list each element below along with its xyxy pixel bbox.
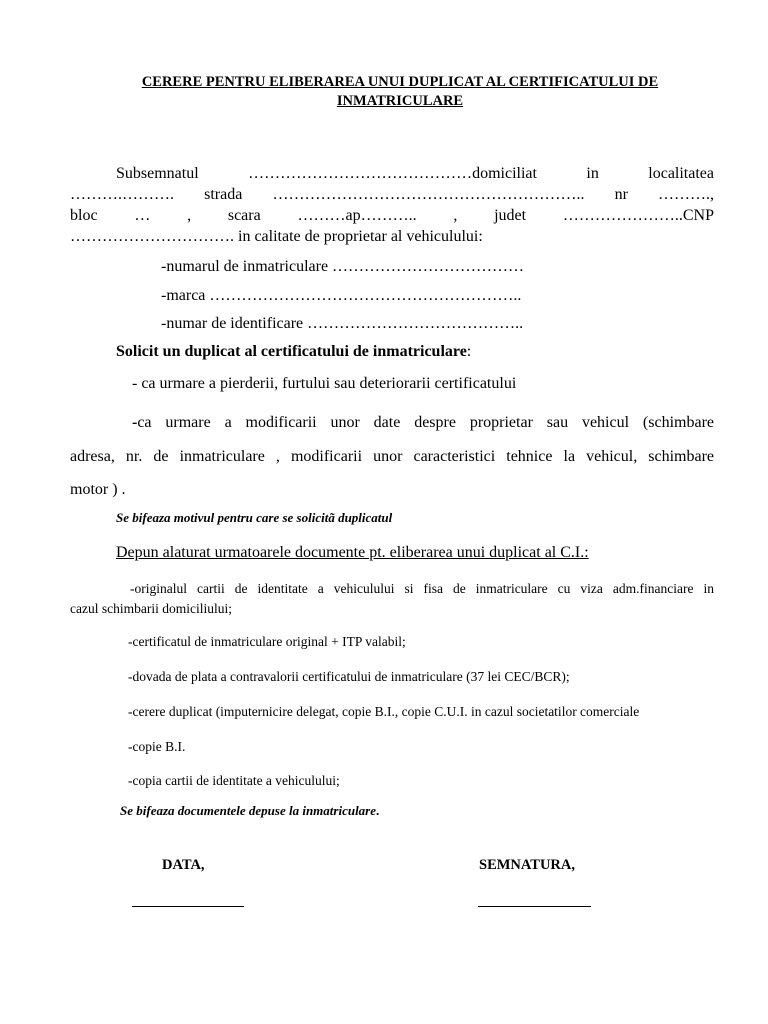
signature-label: SEMNATURA, bbox=[479, 857, 575, 873]
intro-bloc: bloc bbox=[70, 207, 98, 224]
reason-loss-theft-damage: - ca urmare a pierderii, furtului sau deteriorarii certificatului bbox=[132, 375, 517, 392]
document-item-1-line-2: cazul schimbarii domiciliului; bbox=[70, 601, 232, 616]
intro-line-2 bbox=[70, 184, 714, 205]
documents-note bbox=[120, 802, 379, 820]
intro-number-field: ………., bbox=[658, 186, 715, 203]
intro-comma: , bbox=[187, 207, 192, 224]
reason-modification-line-3: motor ) . bbox=[70, 481, 126, 498]
intro-bloc-field: … bbox=[134, 207, 151, 224]
reason-modification-line-1 bbox=[70, 412, 714, 433]
signature-blank-line bbox=[478, 906, 591, 907]
intro-line-1 bbox=[70, 163, 714, 184]
intro-comma-2: , bbox=[453, 207, 458, 224]
document-item-6: -copia cartii de identitate a vehiculului; bbox=[128, 773, 340, 788]
title-line-1: CERERE PENTRU ELIBERAREA UNUI DUPLICAT AL CERTIFICATULUI DE bbox=[141, 74, 659, 90]
reason-modification-line-2: adresa, nr. de inmatriculare , modificarii unor caracteristici tehnice la vehicul, schimbare bbox=[70, 448, 714, 465]
intro-line-4: …………………………. in calitate de proprietar al vehiculului: bbox=[70, 228, 483, 245]
document-item-1-line-1: -originalul cartii de identitate a vehiculului si fisa de inmatriculare cu viza adm.financiare in bbox=[130, 581, 714, 596]
document-item-5: -copie B.I. bbox=[128, 739, 186, 754]
intro-line-3 bbox=[70, 205, 714, 226]
intro-localitatea: localitatea bbox=[648, 165, 714, 182]
intro-scara-ap-field: ………ap……….. bbox=[297, 207, 417, 224]
document-item-4: -cerere duplicat (imputernicire delegat, copie B.I., copie C.U.I. in cazul societatilor comerciale bbox=[128, 704, 640, 719]
intro-subsemnatul: Subsemnatul bbox=[116, 165, 199, 182]
intro-scara: scara bbox=[227, 207, 261, 224]
documents-note-text: Se bifeaza documentele depuse la inmatriculare bbox=[120, 803, 377, 818]
intro-name-field: ……………………………………domiciliat bbox=[248, 165, 537, 182]
field-identification-number: -numar de identificare ………………………………….. bbox=[161, 315, 524, 332]
reason-dash: - bbox=[132, 414, 138, 431]
document-title bbox=[70, 73, 730, 111]
title-line-2: INMATRICULARE bbox=[336, 93, 464, 109]
document-item-3: -dovada de plata a contravalorii certificatului de inmatriculare (37 lei CEC/BCR); bbox=[128, 669, 570, 684]
intro-strada: strada bbox=[204, 186, 243, 203]
intro-street-field: ………………………………………………….. bbox=[272, 186, 585, 203]
field-make: -marca ………………………………………………….. bbox=[161, 287, 522, 304]
date-label: DATA, bbox=[162, 857, 205, 873]
documents-note-period: . bbox=[376, 803, 380, 818]
reason-modification-text: ca urmare a modificarii unor date despre proprietar sau vehicul (schimbare bbox=[137, 414, 714, 431]
intro-in: in bbox=[586, 165, 599, 182]
intro-locality-field: ……….………. bbox=[70, 186, 174, 203]
reason-note: Se bifeaza motivul pentru care se solicitã duplicatul bbox=[116, 510, 393, 525]
request-colon: : bbox=[466, 343, 472, 360]
documents-heading: Depun alaturat urmatoarele documente pt. eliberarea unui duplicat al C.I.: bbox=[116, 544, 589, 561]
intro-nr: nr bbox=[614, 186, 628, 203]
request-line bbox=[116, 341, 471, 362]
intro-judet-cnp-field: …………………..CNP bbox=[562, 207, 714, 224]
intro-judet: judet bbox=[494, 207, 527, 224]
date-blank-line bbox=[132, 906, 244, 907]
request-text: Solicit un duplicat al certificatului de inmatriculare bbox=[116, 343, 467, 360]
document-item-2: -certificatul de inmatriculare original + ITP valabil; bbox=[128, 634, 406, 649]
field-registration-number: -numarul de inmatriculare ……………………………… bbox=[161, 258, 525, 275]
